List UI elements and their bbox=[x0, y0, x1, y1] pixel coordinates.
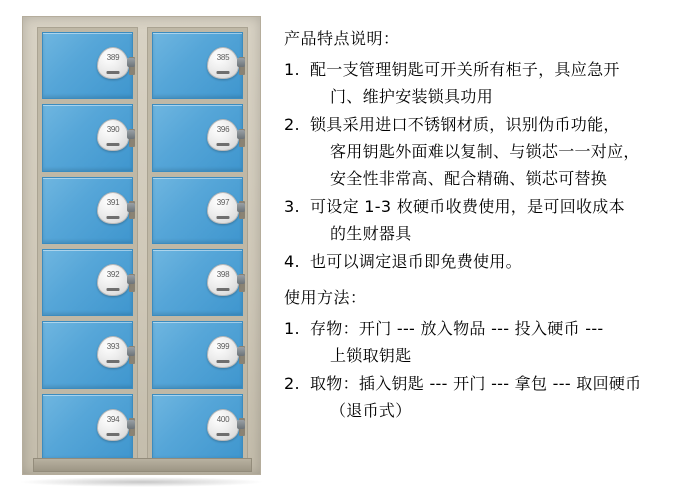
lock-knob bbox=[127, 420, 135, 429]
lock-knob bbox=[237, 347, 245, 356]
coin-lock bbox=[207, 192, 239, 224]
locker-door bbox=[42, 32, 133, 99]
list-text-line: 存物：开门 --- 放入物品 --- 投入硬币 --- bbox=[310, 319, 604, 338]
list-text-line: 上锁取钥匙 bbox=[330, 346, 412, 365]
coin-slot bbox=[107, 216, 120, 219]
list-text-line: 取物：插入钥匙 --- 开门 --- 拿包 --- 取回硬币 bbox=[310, 374, 642, 393]
lock-knob bbox=[237, 275, 245, 284]
list-text-line: 可设定 1-3 枚硬币收费使用，是可回收成本 bbox=[310, 197, 625, 216]
coin-slot bbox=[107, 288, 120, 291]
lock-knob bbox=[237, 420, 245, 429]
coin-slot bbox=[217, 143, 230, 146]
list-marker: 2. bbox=[284, 374, 300, 393]
lock-number: 393 bbox=[106, 342, 120, 352]
lock-knob bbox=[127, 130, 135, 139]
coin-slot bbox=[107, 433, 120, 436]
lock-knob bbox=[127, 347, 135, 356]
floor-shadow bbox=[18, 477, 265, 487]
coin-lock bbox=[97, 409, 129, 441]
lock-number: 399 bbox=[216, 342, 230, 352]
list-item bbox=[284, 193, 688, 247]
list-marker: 1. bbox=[284, 319, 300, 338]
lock-knob bbox=[237, 203, 245, 212]
coin-slot bbox=[217, 433, 230, 436]
coin-lock bbox=[207, 336, 239, 368]
list-item bbox=[284, 315, 688, 369]
coin-lock bbox=[97, 47, 129, 79]
lock-number: 394 bbox=[106, 414, 120, 424]
coin-slot bbox=[107, 71, 120, 74]
locker-door bbox=[152, 249, 243, 316]
coin-slot bbox=[217, 216, 230, 219]
description-panel bbox=[284, 26, 688, 430]
coin-lock bbox=[207, 119, 239, 151]
locker-door bbox=[42, 177, 133, 244]
lock-number: 385 bbox=[216, 53, 230, 62]
list-item bbox=[284, 370, 688, 424]
list-text-line: 锁具采用进口不锈钢材质，识别伪币功能， bbox=[310, 115, 620, 134]
lock-number: 397 bbox=[216, 197, 230, 207]
lock-knob bbox=[237, 130, 245, 139]
coin-lock bbox=[207, 47, 239, 79]
locker-door bbox=[152, 32, 243, 99]
list-item bbox=[284, 56, 688, 110]
coin-slot bbox=[107, 360, 120, 363]
locker-door bbox=[152, 177, 243, 244]
coin-lock bbox=[97, 192, 129, 224]
lock-number: 391 bbox=[106, 197, 120, 207]
locker-door bbox=[42, 394, 133, 461]
list-text-line: 门、维护安装锁具功用 bbox=[330, 87, 494, 106]
coin-lock bbox=[207, 409, 239, 441]
usage-list bbox=[284, 315, 688, 424]
coin-lock bbox=[97, 264, 129, 296]
list-marker: 1. bbox=[284, 60, 300, 79]
lock-number: 400 bbox=[216, 414, 230, 424]
coin-lock bbox=[97, 336, 129, 368]
locker-door bbox=[152, 394, 243, 461]
usage-heading: 使用方法： bbox=[284, 288, 367, 307]
locker-column-left bbox=[37, 27, 138, 466]
list-text-line: 配一支管理钥匙可开关所有柜子，具应急开 bbox=[310, 60, 620, 79]
list-marker: 4. bbox=[284, 252, 300, 271]
locker-door bbox=[42, 321, 133, 388]
cabinet-base bbox=[33, 458, 252, 472]
cabinet-body bbox=[37, 27, 248, 466]
cabinet-frame bbox=[22, 16, 261, 475]
coin-slot bbox=[107, 143, 120, 146]
list-text-line: （退币式） bbox=[330, 401, 412, 420]
lock-number: 392 bbox=[106, 269, 120, 279]
coin-lock bbox=[207, 264, 239, 296]
list-text-line: 也可以调定退币即免费使用。 bbox=[310, 252, 522, 271]
list-text-line: 的生财器具 bbox=[330, 224, 412, 243]
locker-column-right bbox=[147, 27, 248, 466]
features-list bbox=[284, 56, 688, 275]
list-marker: 3. bbox=[284, 197, 300, 216]
locker-door bbox=[152, 104, 243, 171]
features-heading: 产品特点说明： bbox=[284, 29, 400, 48]
lock-number: 398 bbox=[216, 269, 230, 279]
lock-knob bbox=[127, 203, 135, 212]
locker-door bbox=[42, 104, 133, 171]
lock-number: 396 bbox=[216, 125, 230, 135]
list-text-line: 安全性非常高、配合精确、锁芯可替换 bbox=[330, 169, 608, 188]
coin-slot bbox=[217, 288, 230, 291]
list-item bbox=[284, 111, 688, 192]
coin-slot bbox=[217, 71, 230, 74]
coin-slot bbox=[217, 360, 230, 363]
lock-number: 390 bbox=[106, 125, 120, 135]
lock-knob bbox=[127, 58, 135, 67]
lock-number: 389 bbox=[106, 53, 120, 62]
lock-knob bbox=[127, 275, 135, 284]
locker-door bbox=[152, 321, 243, 388]
locker-door bbox=[42, 249, 133, 316]
list-item bbox=[284, 248, 688, 275]
list-marker: 2. bbox=[284, 115, 300, 134]
coin-lock bbox=[97, 119, 129, 151]
lock-knob bbox=[237, 58, 245, 67]
locker-photo bbox=[14, 8, 269, 483]
list-text-line: 客用钥匙外面难以复制、与锁芯一一对应， bbox=[330, 142, 640, 161]
